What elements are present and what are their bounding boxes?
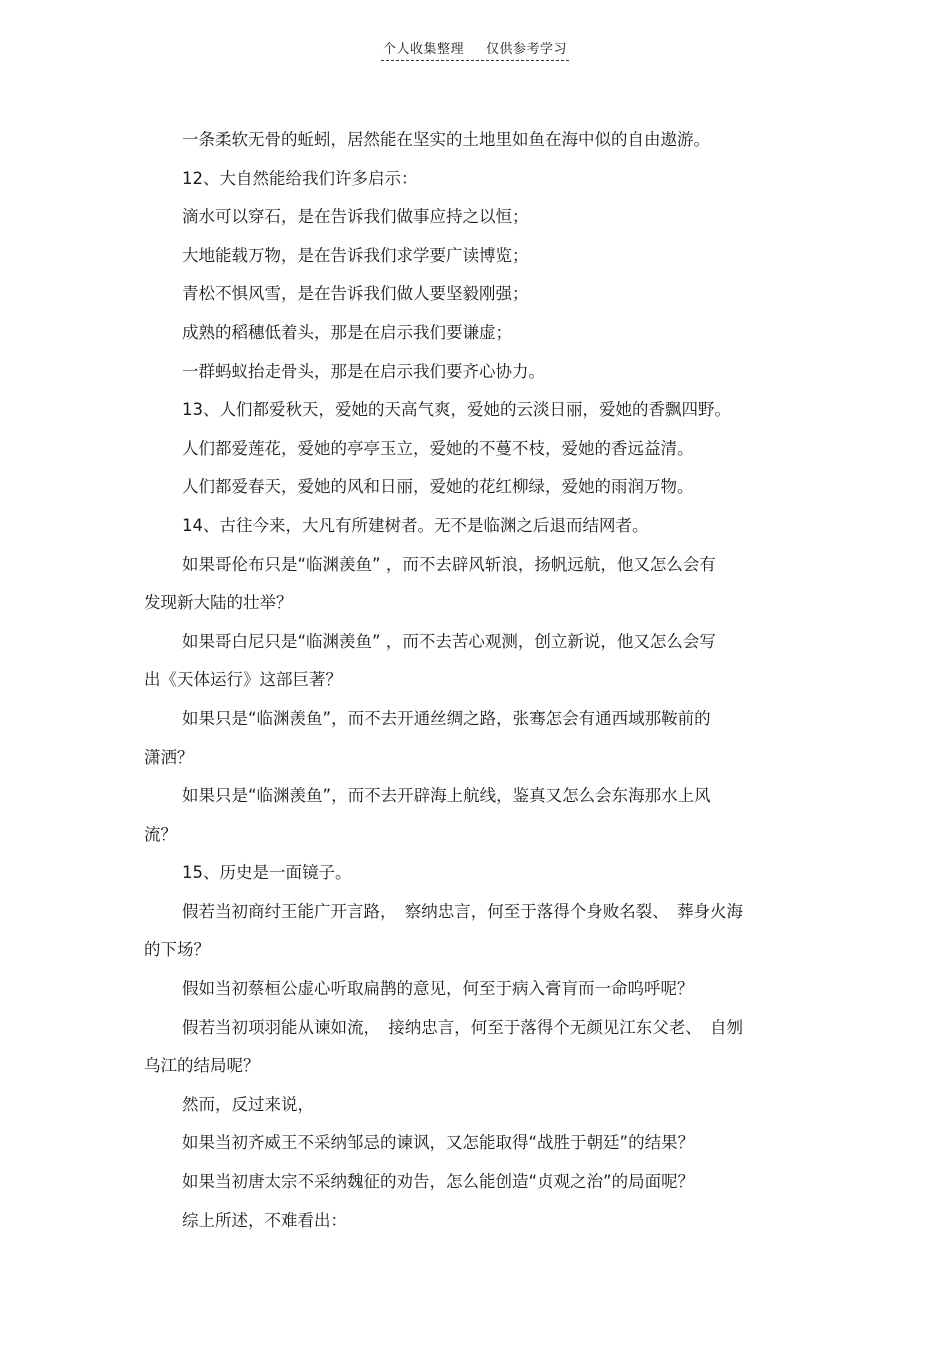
header-left-text: 个人收集整理	[382, 42, 464, 57]
header-right-text: 仅供参考学习	[486, 42, 568, 57]
text-line: 如果只是“临渊羡鱼”，而不去开通丝绸之路，张骞怎会有通西域那鞍前的	[182, 708, 711, 728]
text-line: 14、古往今来，大凡有所建树者。无不是临渊之后退而结网者。	[182, 515, 649, 535]
text-line: 12、大自然能给我们许多启示：	[182, 168, 418, 188]
text-line: 的下场？	[144, 940, 210, 960]
text-line: 如果哥伦布只是“临渊羡鱼” ，而不去辟风斩浪，扬帆远航，他又怎么会有	[182, 554, 716, 574]
text-line: 13、人们都爱秋天，爱她的天高气爽，爱她的云淡日丽，爱她的香飘四野。	[182, 400, 731, 420]
text-line: 人们都爱莲花，爱她的亭亭玉立，爱她的不蔓不枝，爱她的香远益清。	[182, 438, 694, 458]
text-line: 如果只是“临渊羡鱼”，而不去开辟海上航线，鉴真又怎么会东海那水上风	[182, 786, 711, 806]
text-line: 乌江的结局呢？	[144, 1056, 260, 1076]
text-line: 人们都爱春天，爱她的风和日丽，爱她的花红柳绿，爱她的雨润万物。	[182, 477, 694, 497]
text-line: 如果当初唐太宗不采纳魏征的劝告，怎么能创造“贞观之治”的局面呢？	[182, 1172, 695, 1192]
text-line: 如果当初齐威王不采纳邹忌的谏讽，又怎能取得“战胜于朝廷”的结果？	[182, 1133, 695, 1153]
text-line: 假如当初蔡桓公虚心听取扁鹊的意见，何至于病入膏肓而一命呜呼呢？	[182, 979, 694, 999]
text-line: 一群蚂蚁抬走骨头，那是在启示我们要齐心协力。	[182, 361, 545, 381]
text-line: 假若当初商纣王能广开言路， 察纳忠言，何至于落得个身败名裂、 葬身火海	[182, 901, 743, 921]
text-line: 综上所述，不难看出：	[182, 1210, 347, 1230]
text-line: 15、历史是一面镜子。	[182, 863, 352, 883]
document-body	[144, 121, 804, 1240]
text-line: 青松不惧风雪，是在告诉我们做人要坚毅刚强；	[182, 284, 529, 304]
page-header	[0, 38, 950, 61]
text-line: 然而，反过来说，	[182, 1094, 314, 1114]
text-line: 大地能载万物，是在告诉我们求学要广读博览；	[182, 245, 529, 265]
text-line: 如果哥白尼只是“临渊羡鱼” ，而不去苦心观测，创立新说，他又怎么会写	[182, 631, 716, 651]
text-line: 成熟的稻穗低着头，那是在启示我们要谦虚；	[182, 322, 512, 342]
text-line: 潇洒？	[144, 747, 194, 767]
text-line: 滴水可以穿石，是在告诉我们做事应持之以恒；	[182, 207, 529, 227]
text-line: 假若当初项羽能从谏如流， 接纳忠言，何至于落得个无颜见江东父老、 自刎	[182, 1017, 743, 1037]
header-underline	[381, 38, 569, 61]
text-line: 一条柔软无骨的蚯蚓，居然能在坚实的土地里如鱼在海中似的自由遨游。	[182, 130, 710, 149]
text-line: 出《天体运行》这部巨著？	[144, 670, 342, 690]
text-line: 发现新大陆的壮举？	[144, 593, 293, 613]
text-line: 流？	[144, 824, 177, 844]
